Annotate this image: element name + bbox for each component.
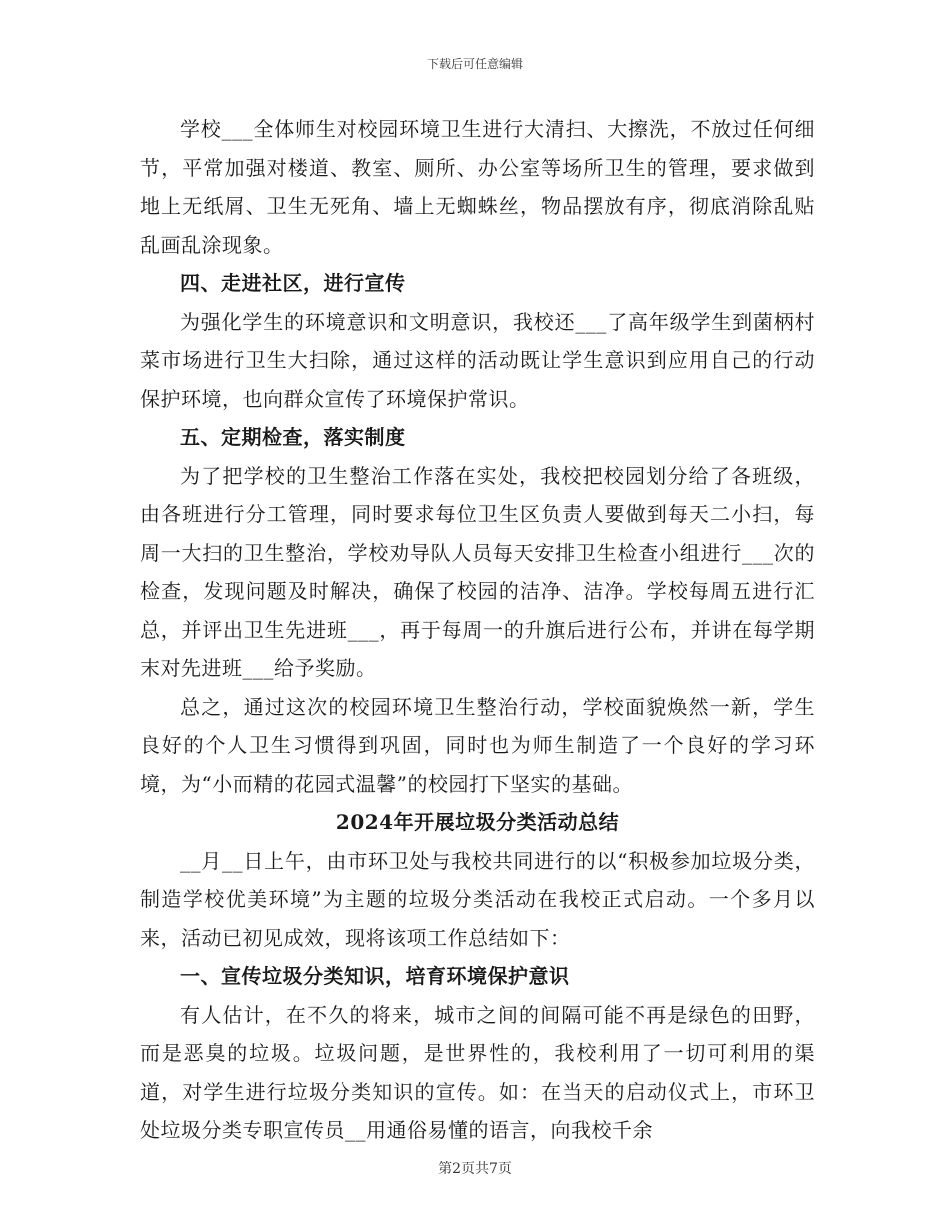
page-number: 第2页共7页	[438, 1161, 512, 1177]
document-title: 2024年开展垃圾分类活动总结	[335, 810, 620, 834]
document-body	[140, 110, 815, 1150]
paragraph-conclusion: 总之，通过这次的校园环境卫生整治行动，学校面貌焕然一新，学生良好的个人卫生习惯得到巩固，同时也为师生制造了一个良好的学习环境，为“小而精的花园式温馨”的校园打下坚实的基础。	[140, 694, 815, 796]
paragraph-community: 为强化学生的环境意识和文明意识，我校还___了高年级学生到菌柄村菜市场进行卫生大扫除，通过这样的活动既让学生意识到应用自己的行动保护环境，也向群众宣传了环境保护常识。	[140, 309, 815, 411]
paragraph-cleanup: 学校___全体师生对校园环境卫生进行大清扫、大擦洗，不放过任何细节，平常加强对楼道、教室、厕所、办公室等场所卫生的管理，要求做到地上无纸屑、卫生无死角、墙上无蜘蛛丝，物品摆放有序，彻底消除乱贴乱画乱涂现象。	[140, 117, 815, 257]
paragraph-inspection: 为了把学校的卫生整治工作落在实处，我校把校园划分给了各班级，由各班进行分工管理，同时要求每位卫生区负责人要做到每天二小扫，每周一大扫的卫生整治，学校劝导队人员每天安排卫生检查小组进行___次的检查，发现问题及时解决，确保了校园的洁净、洁净。学校每周五进行汇总，并评出卫生先进班___，再于每周一的升旗后进行公布，并讲在每学期末对先进班___给予奖励。	[140, 463, 815, 680]
section-heading-community: 四、走进社区，进行宣传	[180, 271, 406, 295]
section-heading-publicity: 一、宣传垃圾分类知识，培育环境保护意识	[180, 964, 570, 988]
paragraph-intro: __月__日上午，由市环卫处与我校共同进行的以“积极参加垃圾分类，制造学校优美环境”为主题的垃圾分类活动在我校正式启动。一个多月以来，活动已初见成效，现将该项工作总结如下：	[140, 848, 815, 950]
section-heading-inspection: 五、定期检查，落实制度	[180, 425, 406, 449]
page-header-note: 下载后可任意编辑	[426, 57, 523, 71]
paragraph-publicity: 有人估计，在不久的将来，城市之间的间隔可能不再是绿色的田野，而是恶臭的垃圾。垃圾问题，是世界性的，我校利用了一切可利用的渠道，对学生进行垃圾分类知识的宣传。如：在当天的启动仪式上，市环卫处垃圾分类专职宣传员__用通俗易懂的语言，向我校千余	[140, 1002, 815, 1142]
